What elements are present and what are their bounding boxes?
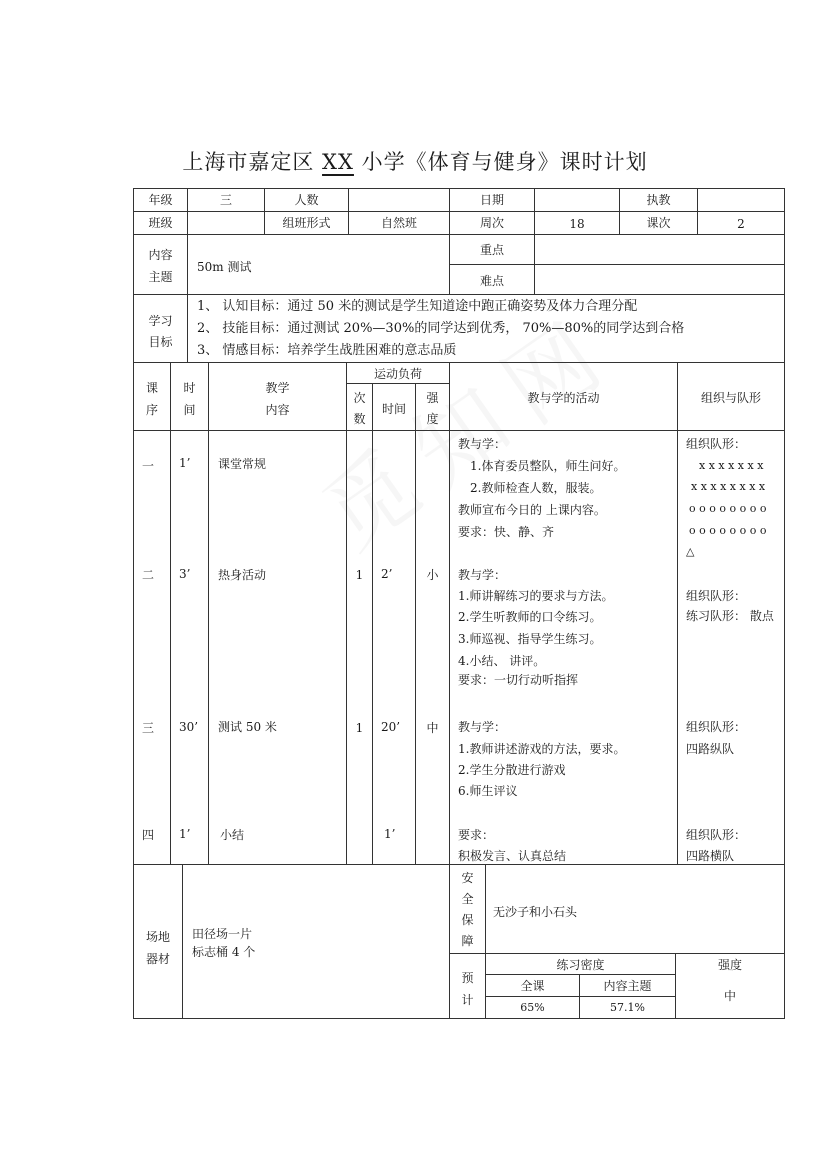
col-time-2: 间 [183,403,196,417]
safety-label: 全 [461,892,474,906]
intensity-label: 强度 [717,958,742,972]
rule [170,362,171,864]
activity-line: 1.体育委员整队，师生问好。 [470,459,626,473]
formation-line: 练习队形： 散点 [686,609,774,623]
rule [187,294,188,362]
activity-line: 教与学： [458,568,507,582]
safety-value: 无沙子和小石头 [493,905,578,919]
rule [449,264,785,265]
rule [133,430,785,431]
activity-line: 4.小结、 讲评。 [458,654,546,668]
col-duration: 时间 [381,402,406,416]
formation-row: o o o o o o o o [689,524,767,537]
col-content-2: 内容 [265,403,290,417]
formation-row: x x x x x x x x [691,480,766,493]
content-label-1: 内容 [148,248,173,262]
section-intensity: 小 [426,568,439,582]
rule [449,953,785,954]
section-content: 热身活动 [218,568,267,582]
formation-line: 组织队形： [686,437,747,451]
section-seq: 四 [142,828,155,842]
activity-line: 2.教师检查人数，服装。 [470,481,602,495]
col-intensity-1: 强 [426,391,439,405]
activity-line: 要求： [458,828,495,842]
difficulty-label: 难点 [479,274,504,288]
section-time: 1’ [179,827,191,841]
lesson-label: 课次 [646,216,671,230]
venue-line: 标志桶 4 个 [192,945,256,959]
goals-label-2: 目标 [148,335,173,349]
formation-line: 组织队形： [686,828,747,842]
rule [182,864,183,1018]
formation-line: 四路横队 [686,849,735,863]
rule [208,362,209,864]
full-value: 65% [520,1001,545,1014]
activity-line: 2.学生听教师的口令练习。 [458,610,602,624]
activity-line: 要求：快、静、齐 [458,525,555,539]
section-count: 1 [355,568,364,582]
grade-label: 年级 [148,193,173,207]
section-content: 课堂常规 [218,457,267,471]
rule [677,362,678,864]
activity-line: 2.学生分散进行游戏 [458,763,566,777]
goal-item: 1、 认知目标：通过 50 米的测试是学生知道途中跑正确姿势及体力合理分配 [197,299,638,314]
rule [415,383,416,864]
activity-line: 6.师生评议 [458,784,518,798]
rule [133,864,785,865]
title-school: XX [322,150,354,174]
rule [485,974,675,975]
activity-line: 1.教师讲述游戏的方法，要求。 [458,742,626,756]
full-label: 全课 [520,979,545,993]
col-seq-1: 课 [145,381,158,395]
date-label: 日期 [479,193,504,207]
activity-line: 教与学： [458,437,507,451]
rule [485,996,675,997]
col-load: 运动负荷 [373,367,422,381]
formation-row: o o o o o o o o [689,502,767,515]
people-label: 人数 [294,193,319,207]
section-seq: 一 [142,459,155,473]
rule [534,234,535,294]
activity-line: 教师宣布今日的 上课内容。 [458,503,606,517]
class-label: 班级 [148,216,173,230]
rule [133,294,785,295]
safety-label: 安 [461,871,474,885]
rule [133,234,785,235]
rule [133,362,785,363]
teacher-label: 执教 [646,193,671,207]
section-seq: 三 [142,721,155,735]
rule [346,383,449,384]
rule [346,362,347,864]
density-label: 练习密度 [556,958,605,972]
venue-line: 田径场一片 [192,927,253,941]
title-prefix: 上海市嘉定区 [182,150,323,174]
section-duration: 2’ [381,567,393,581]
content-label-2: 主题 [148,270,173,284]
theme-value: 57.1% [610,1001,645,1014]
venue-label-1: 场地 [145,930,170,944]
section-content: 测试 50 米 [218,720,277,734]
section-intensity: 中 [426,721,439,735]
venue-label-2: 器材 [145,952,170,966]
key-label: 重点 [479,243,504,257]
rule [449,362,450,864]
org-label: 组班形式 [282,216,331,230]
formation-row: x x x x x x x [699,459,764,472]
section-time: 3’ [179,567,191,581]
title-suffix: 小学《体育与健身》课时计划 [353,150,648,174]
table-border-right [784,188,785,1019]
org-value: 自然班 [380,216,417,230]
predict-label-2: 计 [461,993,474,1007]
section-time: 1’ [179,456,191,470]
col-intensity-2: 度 [426,412,439,426]
content-value: 50m 测试 [197,260,252,274]
col-count-1: 次 [353,391,366,405]
section-duration: 1’ [384,827,396,841]
section-duration: 20’ [381,720,401,734]
formation-line: 组织队形： [686,589,747,603]
section-content: 小结 [220,828,245,842]
week-label: 周次 [479,216,504,230]
goal-item: 3、 情感目标：培养学生战胜困难的意志品质 [197,343,457,358]
col-activities: 教与学的活动 [527,391,600,405]
table-border-bottom [133,1018,785,1019]
goals-label-1: 学习 [148,314,173,328]
lesson-value: 2 [737,217,745,231]
section-count: 1 [355,721,364,735]
activity-line: 1.师讲解练习的要求与方法。 [458,589,614,603]
safety-label: 保 [461,913,474,927]
formation-line: 四路纵队 [686,742,735,756]
safety-label: 障 [461,934,474,948]
rule [372,383,373,864]
rule [187,234,188,294]
activity-line: 3.师巡视、指导学生练习。 [458,632,602,646]
col-formation: 组织与队形 [700,391,761,405]
section-time: 30’ [179,720,199,734]
col-seq-2: 序 [145,403,158,417]
col-time-1: 时 [183,381,196,395]
teacher-marker: △ [686,545,695,558]
col-count-2: 数 [353,412,366,426]
activity-line: 积极发言、认真总结 [458,849,567,863]
activity-line: 要求：一切行动听指挥 [458,673,579,687]
col-content-1: 教学 [265,381,290,395]
goal-item: 2、 技能目标：通过测试 20%—30%的同学达到优秀， 70%—80%的同学达到合格 [197,321,685,336]
week-value: 18 [569,217,585,231]
grade-value: 三 [219,193,232,207]
rule [485,864,486,1018]
table-border-top [133,188,785,189]
rule [133,211,785,212]
page-title [0,146,830,176]
formation-line: 组织队形： [686,720,747,734]
theme-label: 内容主题 [603,979,652,993]
predict-label-1: 预 [461,971,474,985]
activity-line: 教与学： [458,720,507,734]
intensity-value: 中 [723,989,736,1003]
section-seq: 二 [142,568,155,582]
